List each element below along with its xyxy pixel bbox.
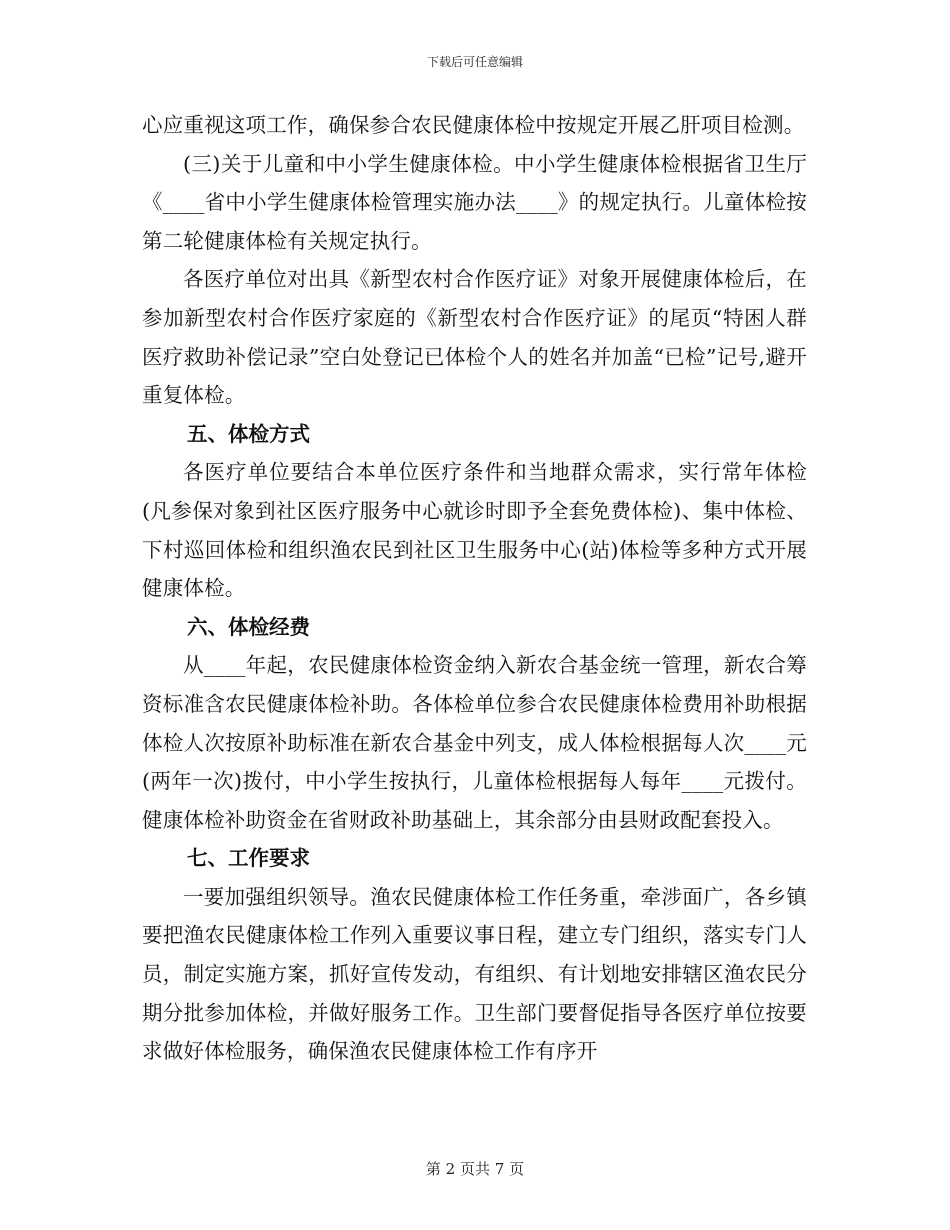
section-heading-7: 七、工作要求 bbox=[187, 846, 310, 871]
page-footer: 第 2 页共 7 页 bbox=[425, 1160, 525, 1178]
page-header: 下载后可任意编辑 bbox=[426, 55, 523, 69]
paragraph-work-requirements: 一要加强组织领导。渔农民健康体检工作任务重，牵涉面广，各乡镇要把渔农民健康体检工作列入重要议事日程，建立专门组织，落实专门人员，制定实施方案，抓好宣传发动，有组织、有计划地安排辖区渔农民分期分批参加体检，并做好服务工作。卫生部门要督促指导各医疗单位按要求做好体检服务，确保渔农民健康体检工作有序开 bbox=[142, 884, 807, 1064]
paragraph-continuation: 心应重视这项工作，确保参合农民健康体检中按规定开展乙肝项目检测。 bbox=[142, 113, 805, 137]
paragraph-funding: 从____年起，农民健康体检资金纳入新农合基金统一管理，新农合筹资标准含农民健康体检补助。各体检单位参合农民健康体检费用补助根据体检人次按原补助标准在新农合基金中列支，成人体检根据每人次____元(两年一次)拨付，中小学生按执行，儿童体检根据每人每年____元拨付。健康体检补助资金在省财政补助基础上，其余部分由县财政配套投入。 bbox=[142, 653, 807, 832]
paragraph-checkup-methods: 各医疗单位要结合本单位医疗条件和当地群众需求，实行常年体检(凡参保对象到社区医疗服务中心就诊时即予全套免费体检)、集中体检、下村巡回体检和组织渔农民到社区卫生服务中心(站)体检等多种方式开展健康体检。 bbox=[142, 460, 807, 601]
section-heading-6: 六、体检经费 bbox=[187, 614, 310, 639]
paragraph-student-checkup: (三)关于儿童和中小学生健康体检。中小学生健康体检根据省卫生厅《____省中小学生健康体检管理实施办法____》的规定执行。儿童体检按第二轮健康体检有关规定执行。 bbox=[142, 151, 807, 253]
section-heading-5: 五、体检方式 bbox=[187, 421, 310, 446]
document-body bbox=[142, 106, 807, 1071]
paragraph-record-registration: 各医疗单位对出具《新型农村合作医疗证》对象开展健康体检后，在参加新型农村合作医疗家庭的《新型农村合作医疗证》的尾页“特困人群医疗救助补偿记录”空白处登记已体检个人的姓名并加盖“已检”记号,避开重复体检。 bbox=[142, 267, 807, 408]
